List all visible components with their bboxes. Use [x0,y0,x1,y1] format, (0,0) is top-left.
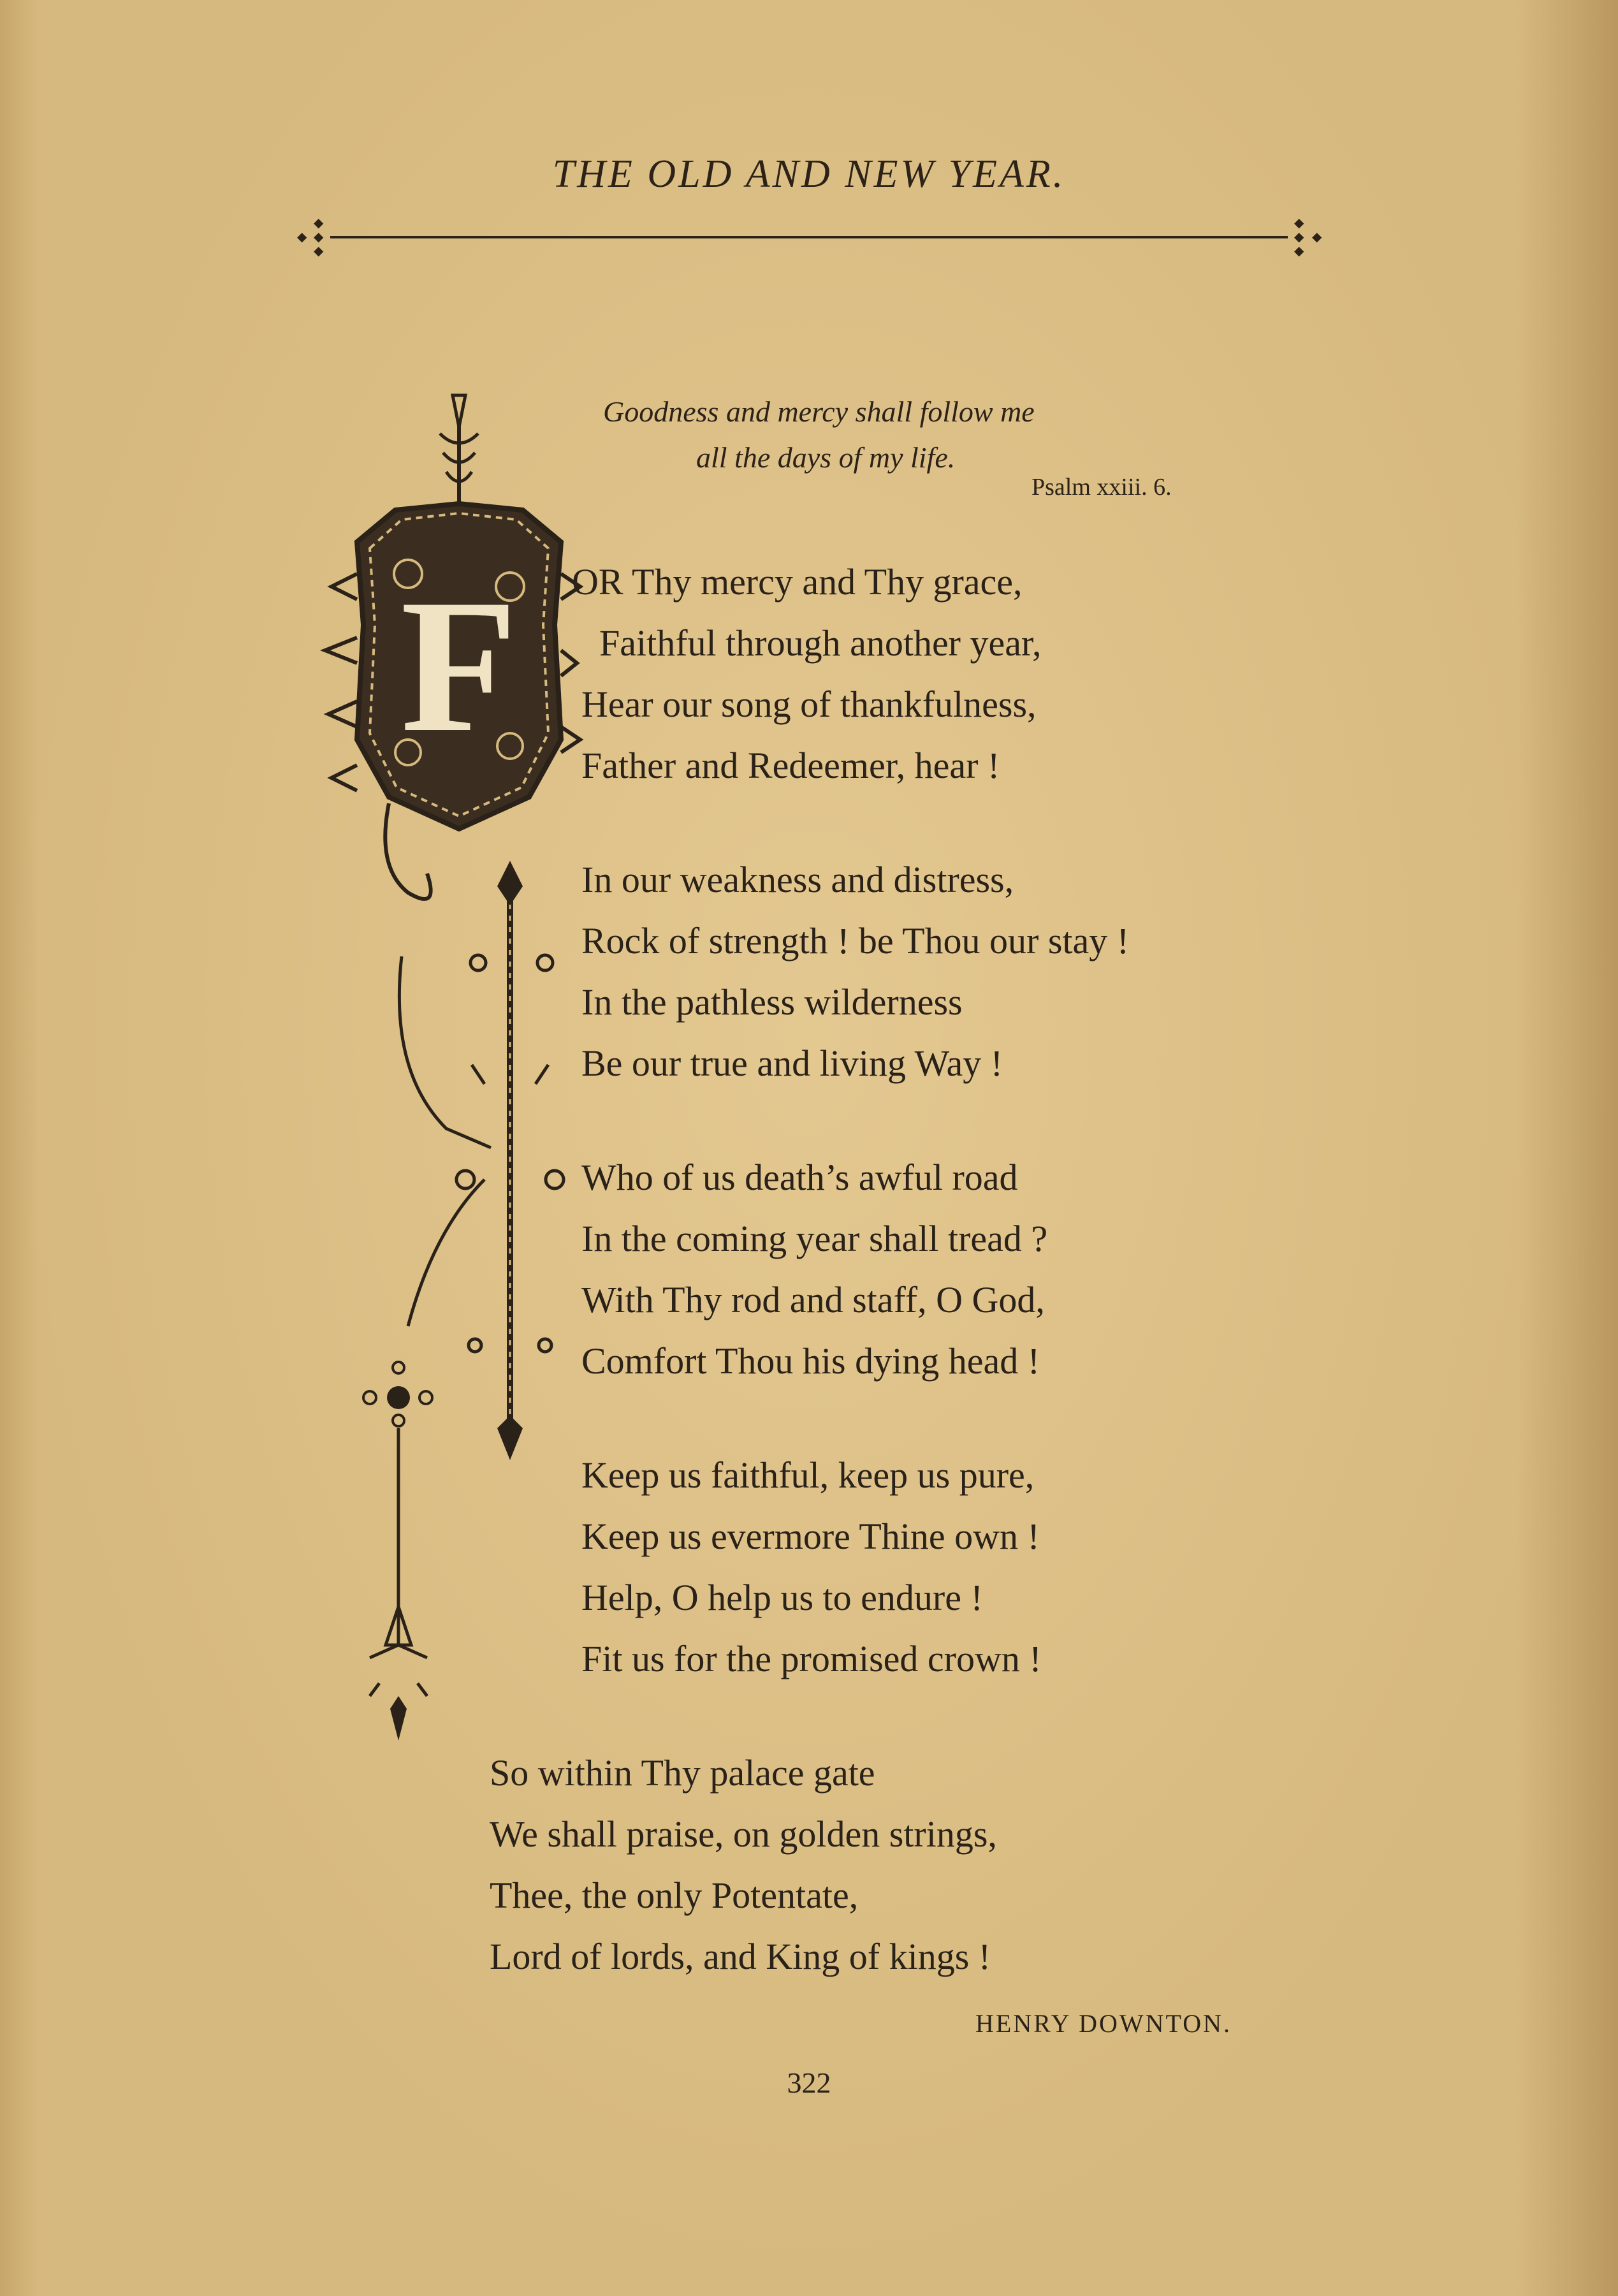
stanza-2-line-2: Rock of strength ! be Thou our stay ! [581,920,1130,962]
author-signature: HENRY DOWNTON. [975,2009,1232,2038]
header-rule [330,236,1288,238]
stanza-5-line-1: So within Thy palace gate [490,1752,875,1794]
stanza-2-line-1: In our weakness and distress, [581,859,1014,900]
stanza-3-line-4: Comfort Thou his dying head ! [581,1340,1040,1382]
stanza-1-line-3: Hear our song of thankfulness, [581,684,1037,725]
running-header: THE OLD AND NEW YEAR. [552,152,1066,196]
stanza-3-line-1: Who of us death’s awful road [581,1157,1018,1198]
drop-cap-ornament [319,383,587,1760]
stanza-1-line-2: Faithful through another year, [599,622,1042,664]
stanza-4-line-1: Keep us faithful, keep us pure, [581,1454,1035,1496]
epigraph-line-1: Goodness and mercy shall follow me [603,395,1035,428]
stanza-5-line-4: Lord of lords, and King of kings ! [490,1936,991,1977]
stanza-4-line-2: Keep us evermore Thine own ! [581,1516,1040,1557]
drop-cap-letter: F [400,560,518,771]
stanza-2-line-3: In the pathless wilderness [581,981,963,1023]
page-number: 322 [787,2066,831,2099]
stanza-5-line-3: Thee, the only Potentate, [490,1875,859,1916]
stanza-3-line-3: With Thy rod and staff, O God, [581,1279,1045,1320]
epigraph-reference: Psalm xxiii. 6. [1031,474,1172,501]
stanza-3-line-2: In the coming year shall tread ? [581,1218,1048,1259]
stanza-4-line-3: Help, O help us to endure ! [581,1577,983,1618]
stanza-4-line-4: Fit us for the promised crown ! [581,1638,1042,1679]
epigraph-line-2: all the days of my life. [696,441,956,474]
stanza-1-line-4: Father and Redeemer, hear ! [581,745,1000,786]
stanza-1-line-1: OR Thy mercy and Thy grace, [572,561,1023,603]
stanza-2-line-4: Be our true and living Way ! [581,1042,1003,1084]
stanza-5-line-2: We shall praise, on golden strings, [490,1813,997,1855]
